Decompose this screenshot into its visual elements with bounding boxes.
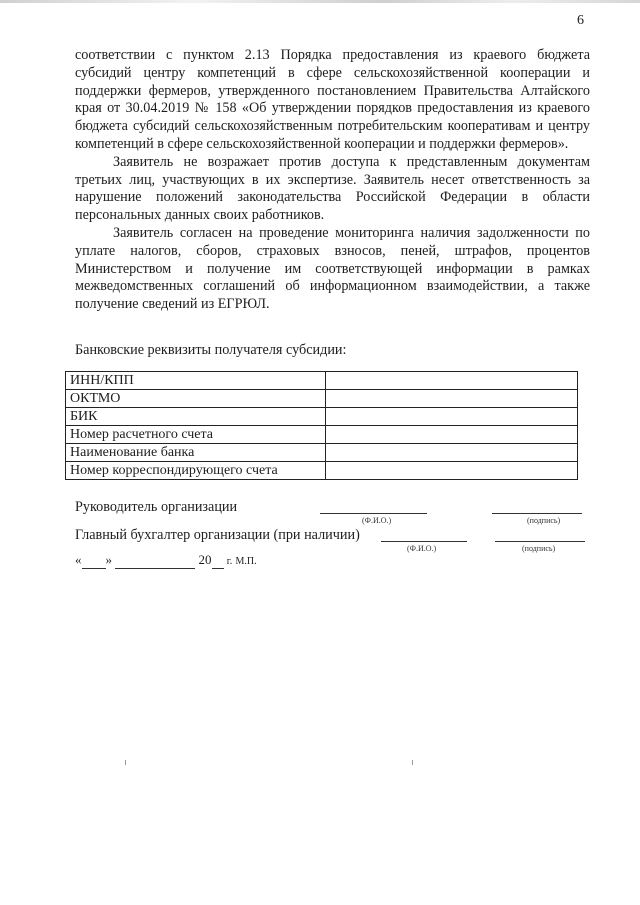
head-sign-line[interactable] [492, 513, 582, 514]
date-line [75, 552, 257, 569]
row-label-account: Номер расчетного счета [66, 426, 326, 444]
accountant-fio-caption: (Ф.И.О.) [407, 544, 437, 553]
head-signature-label: Руководитель организации [75, 499, 238, 515]
table-row [66, 408, 578, 426]
accountant-sign-line[interactable] [495, 541, 585, 542]
accountant-sign-caption: (подпись) [522, 544, 556, 553]
row-label-bik: БИК [66, 408, 326, 426]
accountant-fio-line[interactable] [381, 541, 467, 542]
row-label-corr-account: Номер корреспондирующего счета [66, 462, 326, 480]
row-label-oktmo: ОКТМО [66, 390, 326, 408]
table-row [66, 462, 578, 480]
row-label-inn-kpp: ИНН/КПП [66, 372, 326, 390]
body-text [75, 47, 590, 314]
year-prefix: 20 [198, 552, 212, 567]
year-suffix: г. [226, 556, 233, 567]
bank-details-title: Банковские реквизиты получателя субсидии: [75, 342, 347, 358]
row-value-oktmo[interactable] [326, 390, 578, 408]
row-value-inn-kpp[interactable] [326, 372, 578, 390]
date-open-quote: « [75, 552, 82, 567]
accountant-signature-label: Главный бухгалтер организации (при наличии) [75, 527, 360, 543]
table-row [66, 444, 578, 462]
head-sign-caption: (подпись) [527, 516, 561, 525]
row-value-corr-account[interactable] [326, 462, 578, 480]
table-row [66, 390, 578, 408]
month-blank[interactable] [115, 552, 195, 569]
row-value-bank-name[interactable] [326, 444, 578, 462]
head-fio-caption: (Ф.И.О.) [362, 516, 392, 525]
date-close-quote: » [105, 552, 112, 567]
paragraph-data-access: Заявитель не возражает против доступа к представленным документам третьих лиц, участвующих в их экспертизе. Заявитель несет ответственность за нарушение положений законодательства Российской Федерации в области персональных данных своих работников. [75, 153, 590, 224]
year-blank[interactable] [212, 552, 224, 569]
paragraph-monitoring: Заявитель согласен на проведение мониторинга наличия задолженности по уплате налогов, сборов, страховых взносов, пеней, штрафов, процентов Министерством и получение им соответствующей информации в рамках межведомственных соглашений об информационном взаимодействии, а также получение сведений из ЕГРЮЛ. [75, 224, 590, 313]
table-row [66, 426, 578, 444]
row-value-bik[interactable] [326, 408, 578, 426]
day-blank[interactable] [82, 552, 106, 569]
bank-details-table [65, 371, 578, 480]
row-value-account[interactable] [326, 426, 578, 444]
page-number: 6 [577, 13, 584, 28]
table-row [66, 372, 578, 390]
row-label-bank-name: Наименование банка [66, 444, 326, 462]
seal-place: М.П. [235, 556, 257, 567]
scan-artifact-mark [125, 760, 126, 765]
scan-edge [0, 0, 640, 3]
paragraph-consent-continuation: соответствии с пунктом 2.13 Порядка предоставления из краевого бюджета субсидий центру компетенций в сфере сельскохозяйственной кооперации и поддержки фермеров, утвержденного постановлением Правительства Алтайского края от 30.04.2019 № 158 «Об утверждении порядков предоставления из краевого бюджета субсидий сельскохозяйственным потребительским кооперативам и центру компетенций в сфере сельскохозяйственной кооперации и поддержки фермеров». [75, 47, 590, 152]
scan-artifact-mark [412, 760, 413, 765]
head-fio-line[interactable] [320, 513, 427, 514]
